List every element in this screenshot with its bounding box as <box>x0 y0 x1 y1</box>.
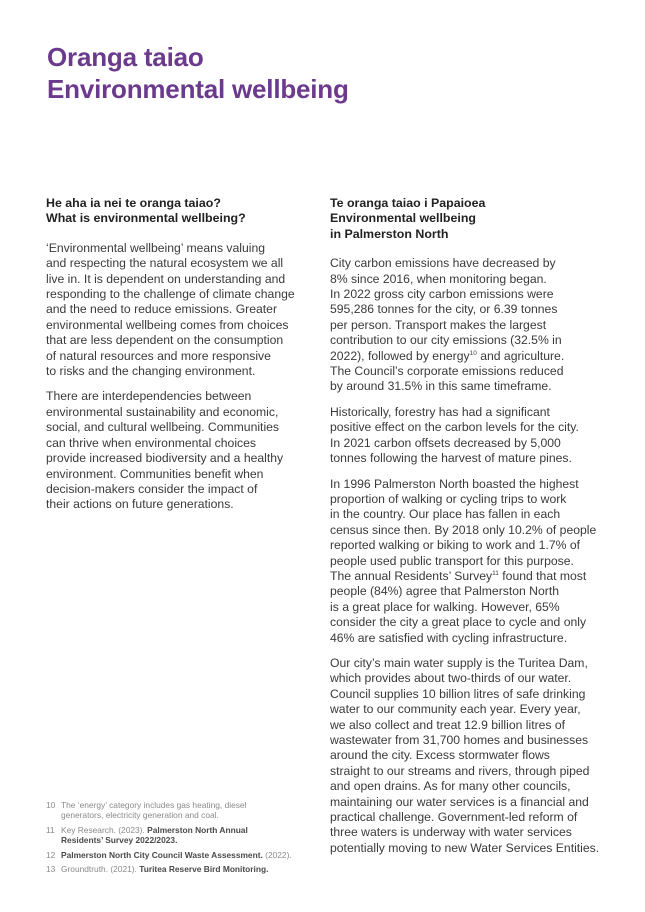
source-title: Residents’ Survey 2022/2023. <box>61 835 178 846</box>
text-line <box>330 569 598 584</box>
text-line: In 2021 carbon offsets decreased by 5,000 <box>330 435 561 450</box>
text-line: There are interdependencies between <box>46 389 252 404</box>
text-fragment: (2022). <box>262 849 292 860</box>
footnote-number: 10 <box>46 800 56 810</box>
text-line: The Council’s corporate emissions reduced <box>330 364 564 379</box>
footnote-text <box>61 825 248 846</box>
left-heading-maori: He aha ia nei te oranga taiao? <box>46 196 221 210</box>
text-line: In 2022 gross city carbon emissions were <box>330 287 554 302</box>
text-line: environmental sustainability and economic, <box>46 404 279 419</box>
text-line: City carbon emissions have decreased by <box>330 256 556 271</box>
footnote-ref-10: 10 <box>469 349 477 357</box>
text-line: and respecting the natural ecosystem we all <box>46 256 284 271</box>
text-line: in the country. Our place has fallen in each <box>330 507 561 522</box>
text-line: of natural resources and more responsive <box>46 348 271 363</box>
source-title: Palmerston North City Council Waste Assessment. <box>61 849 263 860</box>
left-paragraph-1 <box>46 241 308 380</box>
text-line: The ‘energy’ category includes gas heating, diesel <box>61 800 247 810</box>
source-title: Turitea Reserve Bird Monitoring. <box>139 864 269 875</box>
text-line: consider the city a great place to cycle and only <box>330 615 587 630</box>
source-title: Palmerston North Annual <box>147 824 248 835</box>
text-line: people (84%) agree that Palmerston North <box>330 584 559 599</box>
footnote-12 <box>46 850 308 860</box>
text-line: In 1996 Palmerston North boasted the highest <box>330 476 579 491</box>
text-line: 46% are satisfied with cycling infrastructure. <box>330 630 568 645</box>
footnote-number: 12 <box>46 849 56 860</box>
text-line <box>61 835 248 845</box>
text-line: decision-makers consider the impact of <box>46 481 258 496</box>
title-english: Environmental wellbeing <box>47 74 349 104</box>
footnote-number: 11 <box>46 824 55 835</box>
text-line: three waters is underway with water services <box>330 825 572 840</box>
text-line: tonnes following the harvest of mature pines. <box>330 451 572 466</box>
right-paragraph-forestry <box>330 405 598 467</box>
text-line: 8% since 2016, when monitoring began. <box>330 271 547 286</box>
text-line: we also collect and treat 12.9 billion litres of <box>330 717 566 732</box>
text-line: can thrive when environmental choices <box>46 435 257 450</box>
right-paragraph-emissions <box>330 256 598 395</box>
text-line: water to our community each year. Every year, <box>330 702 581 717</box>
footnote-ref-11: 11 <box>492 569 499 577</box>
footnote-10 <box>46 800 308 821</box>
text-line: by around 31.5% in this same timeframe. <box>330 379 552 394</box>
right-paragraph-transport <box>330 477 598 646</box>
text-line: people used public transport for this purpose. <box>330 553 574 568</box>
left-heading <box>46 196 308 227</box>
text-line <box>61 864 268 874</box>
text-line: census since then. By 2018 only 10.2% of people <box>330 522 597 537</box>
text-line: contribution to our city emissions (32.5% in <box>330 333 562 348</box>
text-line: Our city’s main water supply is the Turitea Dam, <box>330 655 588 670</box>
left-paragraph-2 <box>46 389 308 512</box>
text-line: environment. Communities benefit when <box>46 466 264 481</box>
right-heading <box>330 196 598 242</box>
text-line <box>61 825 248 835</box>
text-line: 595,286 tonnes for the city, or 6.39 tonnes <box>330 302 558 317</box>
page-title <box>47 41 349 105</box>
footnotes <box>46 800 308 878</box>
text-line: provide increased biodiversity and a healthy <box>46 451 284 466</box>
text-line <box>61 850 292 860</box>
footnote-text <box>61 800 246 821</box>
text-fragment: Key Research. (2023). <box>61 824 148 835</box>
text-line: which provides about two-thirds of our water. <box>330 671 572 686</box>
footnote-text <box>61 864 268 874</box>
text-line: Council supplies 10 billion litres of safe drinking <box>330 686 586 701</box>
right-heading-english-1: Environmental wellbeing <box>330 211 476 226</box>
text-line: is a great place for walking. However, 65% <box>330 599 560 614</box>
text-line: positive effect on the carbon levels for the city. <box>330 420 579 435</box>
right-paragraph-water <box>330 656 598 856</box>
footnote-text <box>61 850 292 860</box>
text-line: around the city. Excess stormwater flows <box>330 748 550 763</box>
footnote-11 <box>46 825 308 846</box>
text-line: live in. It is dependent on understanding and <box>46 271 286 286</box>
text-fragment: and agriculture. <box>476 348 565 363</box>
text-line: wastewater from 31,700 homes and businesses <box>330 733 589 747</box>
text-fragment: The annual Residents’ Survey <box>330 568 493 583</box>
text-line: environmental wellbeing comes from choices <box>46 317 289 332</box>
text-line: maintaining our water services is a financial and <box>330 794 589 809</box>
text-line: Historically, forestry has had a significant <box>330 404 550 419</box>
text-fragment: Groundtruth. (2021). <box>61 864 140 875</box>
text-fragment: 2022), followed by energy <box>330 348 470 363</box>
title-maori: Oranga taiao <box>47 42 204 72</box>
text-line: potentially moving to new Water Services Entities. <box>330 840 600 855</box>
text-line: generators, electricity generation and coal. <box>61 810 219 821</box>
text-line: responding to the challenge of climate change <box>46 287 295 302</box>
text-line: to risks and the changing environment. <box>46 364 256 379</box>
text-fragment: found that most <box>498 568 587 583</box>
right-heading-english-2: in Palmerston North <box>330 226 449 241</box>
footnote-13 <box>46 864 308 874</box>
text-line: and the need to reduce emissions. Greater <box>46 302 278 317</box>
text-line: that are less dependent on the consumption <box>46 333 284 348</box>
text-line: social, and cultural wellbeing. Communities <box>46 420 280 435</box>
left-heading-english: What is environmental wellbeing? <box>46 211 246 226</box>
text-line: practical challenge. Government-led reform of <box>330 810 578 825</box>
right-column <box>330 196 598 866</box>
text-line <box>330 349 598 364</box>
text-line: their actions on future generations. <box>46 497 234 512</box>
text-line: per person. Transport makes the largest <box>330 317 547 332</box>
text-line: ‘Environmental wellbeing’ means valuing <box>46 240 266 255</box>
text-line: reported walking or biking to work and 1.7% of <box>330 538 580 553</box>
left-column <box>46 196 308 523</box>
right-heading-maori: Te oranga taiao i Papaioea <box>330 196 486 210</box>
text-line: and open drains. As for many other councils, <box>330 779 571 794</box>
text-line: proportion of walking or cycling trips to work <box>330 491 567 506</box>
footnote-number: 13 <box>46 864 56 875</box>
text-line: straight to our streams and rivers, through piped <box>330 763 590 778</box>
